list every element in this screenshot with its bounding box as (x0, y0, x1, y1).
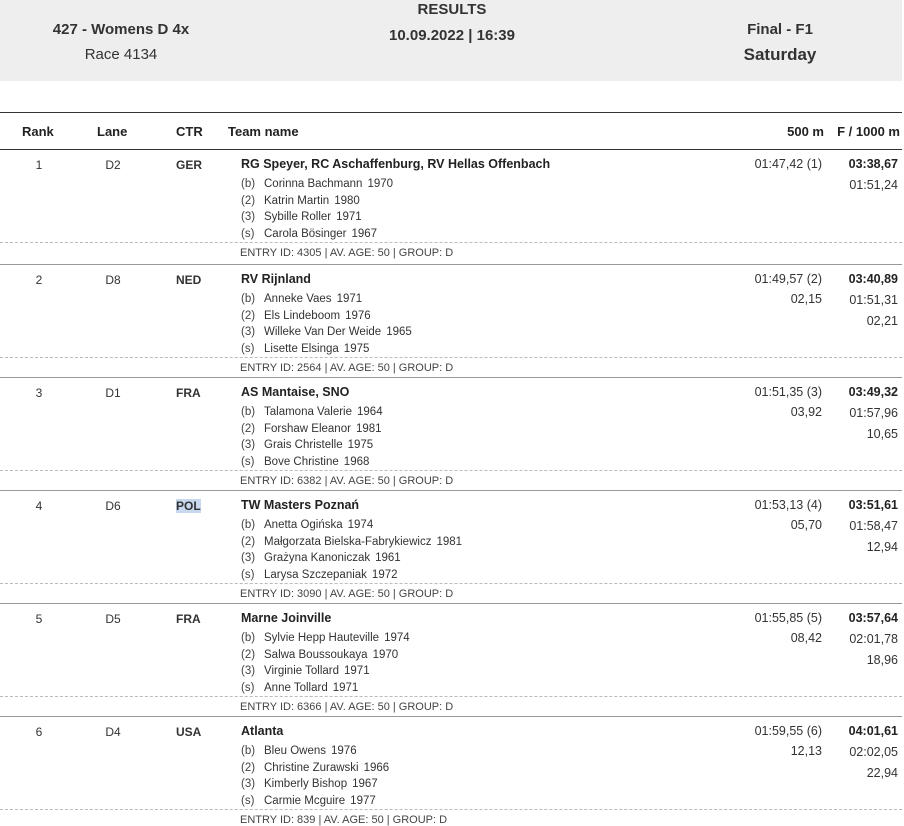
crew-birth-year: 1964 (357, 406, 383, 418)
crew-birth-year: 1970 (372, 648, 399, 661)
crew-birth-year: 1981 (436, 535, 463, 548)
crew-birth-year: 1966 (363, 761, 390, 774)
page-title: RESULTS (417, 1, 487, 18)
crew-name: Katrin Martin (264, 194, 330, 207)
column-header-final: F / 1000 m (837, 124, 900, 139)
crew-seat: (2) (241, 761, 256, 774)
race-day: Saturday (743, 45, 817, 64)
crew-birth-year: 1971 (344, 665, 370, 677)
crew-name: Willeke Van Der Weide (264, 326, 382, 338)
crew-name: Larysa Szczepaniak (264, 568, 367, 581)
crew-name: Salwa Boussoukaya (264, 648, 368, 661)
event-title: 427 - Womens D 4x (52, 21, 190, 38)
crew-seat: (2) (241, 309, 256, 322)
rank-cell: 1 (35, 158, 43, 172)
final-time: 04:01,61 (848, 724, 898, 738)
team-name: RV Rijnland (241, 272, 311, 286)
entry-divider (0, 470, 902, 471)
lane-cell: D2 (105, 158, 121, 172)
crew-member (241, 421, 383, 438)
split-500m: 01:51,35 (3) (754, 385, 822, 399)
crew-name: Virginie Tollard (264, 665, 340, 677)
crew-seat: (3) (241, 778, 256, 790)
crew-member (241, 743, 389, 760)
results-table (0, 150, 902, 826)
entry-divider (0, 583, 902, 584)
result-row (0, 491, 902, 604)
crew-name: Małgorzata Bielska-Fabrykiewicz (264, 535, 432, 548)
crew-birth-year: 1972 (371, 568, 398, 581)
lane-cell: D5 (105, 612, 121, 626)
crew-birth-year: 1967 (351, 227, 378, 240)
crew-birth-year: 1975 (347, 439, 374, 451)
split-500m: 01:55,85 (5) (754, 611, 822, 625)
final-split: 01:57,96 (849, 406, 898, 420)
entry-info: ENTRY ID: 2564 | AV. AGE: 50 | GROUP: D (240, 362, 454, 374)
crew-seat: (s) (241, 794, 255, 807)
crew-birth-year: 1971 (336, 293, 363, 305)
split-500m-diff: 08,42 (790, 631, 822, 645)
crew-seat: (3) (241, 665, 256, 677)
race-number: Race 4134 (84, 46, 158, 63)
result-row (0, 604, 902, 717)
crew-birth-year: 1971 (332, 681, 359, 694)
crew-list (241, 743, 389, 809)
results-header (0, 0, 902, 81)
crew-seat: (b) (241, 632, 256, 644)
crew-birth-year: 1976 (345, 309, 371, 322)
crew-member (241, 517, 462, 534)
country-cell: NED (176, 273, 202, 287)
crew-list (241, 404, 383, 470)
crew-seat: (s) (241, 455, 255, 468)
crew-member (241, 324, 412, 341)
entry-info: ENTRY ID: 6382 | AV. AGE: 50 | GROUP: D (240, 475, 454, 487)
crew-name: Forshaw Eleanor (264, 422, 351, 435)
crew-member (241, 663, 410, 680)
final-split: 01:51,31 (849, 293, 898, 307)
crew-name: Anneke Vaes (264, 293, 332, 305)
country-cell: FRA (176, 386, 201, 400)
column-header-ctr: CTR (176, 124, 203, 139)
split-500m-diff: 05,70 (790, 518, 822, 532)
final-split: 02:02,05 (849, 745, 898, 759)
crew-name: Anetta Ogińska (264, 519, 343, 531)
result-row (0, 265, 902, 378)
crew-member (241, 550, 462, 567)
crew-birth-year: 1974 (347, 519, 374, 531)
crew-name: Sylvie Hepp Hauteville (264, 632, 380, 644)
crew-name: Els Lindeboom (264, 309, 341, 322)
country-cell: GER (176, 158, 203, 172)
crew-seat: (s) (241, 568, 255, 581)
final-diff: 12,94 (866, 540, 898, 554)
column-header-500m: 500 m (787, 124, 824, 139)
crew-seat: (2) (241, 194, 256, 207)
crew-birth-year: 1981 (355, 422, 382, 435)
column-header-lane: Lane (97, 124, 128, 139)
split-500m-diff: 12,13 (790, 744, 822, 758)
lane-cell: D6 (105, 499, 121, 513)
crew-birth-year: 1967 (352, 778, 378, 790)
crew-seat: (2) (241, 535, 256, 548)
crew-seat: (s) (241, 342, 255, 355)
crew-member (241, 567, 462, 584)
split-500m-diff: 02,15 (790, 292, 822, 306)
crew-seat: (3) (241, 439, 256, 451)
final-split: 01:58,47 (849, 519, 898, 533)
crew-birth-year: 1975 (343, 342, 370, 355)
crew-member (241, 341, 412, 358)
team-name: AS Mantaise, SNO (241, 385, 350, 399)
entry-divider (0, 242, 902, 243)
rank-cell: 6 (35, 725, 43, 739)
final-time: 03:51,61 (848, 498, 898, 512)
crew-seat: (b) (241, 406, 256, 418)
column-header-team: Team name (228, 124, 299, 139)
race-datetime: 10.09.2022 | 16:39 (389, 27, 515, 44)
split-500m: 01:49,57 (2) (754, 272, 822, 286)
entry-info: ENTRY ID: 839 | AV. AGE: 50 | GROUP: D (240, 814, 448, 826)
crew-seat: (3) (241, 326, 256, 338)
entry-divider (0, 809, 902, 810)
column-header-rank: Rank (22, 124, 54, 139)
country-cell: POL (176, 499, 201, 513)
final-diff: 18,96 (866, 653, 898, 667)
crew-member (241, 680, 410, 697)
crew-seat: (b) (241, 519, 256, 531)
crew-seat: (s) (241, 681, 255, 694)
crew-member (241, 437, 383, 454)
final-split: 01:51,24 (849, 178, 898, 192)
crew-member (241, 776, 389, 793)
final-time: 03:49,32 (848, 385, 898, 399)
team-name: TW Masters Poznań (241, 498, 360, 512)
country-cell: USA (176, 725, 202, 739)
crew-member (241, 647, 410, 664)
crew-seat: (s) (241, 227, 255, 240)
final-diff: 22,94 (866, 766, 898, 780)
crew-birth-year: 1965 (386, 326, 412, 338)
crew-name: Grażyna Kanoniczak (264, 552, 371, 564)
crew-birth-year: 1976 (331, 745, 357, 757)
crew-member (241, 793, 389, 810)
final-time: 03:57,64 (848, 611, 898, 625)
crew-name: Talamona Valerie (264, 406, 353, 418)
team-name: RG Speyer, RC Aschaffenburg, RV Hellas Offenbach (241, 157, 551, 171)
crew-birth-year: 1961 (375, 552, 401, 564)
race-phase: Final - F1 (747, 21, 813, 38)
result-row (0, 717, 902, 826)
team-name: Marne Joinville (241, 611, 332, 625)
crew-member (241, 193, 393, 210)
entry-info: ENTRY ID: 4305 | AV. AGE: 50 | GROUP: D (240, 247, 454, 259)
entry-info: ENTRY ID: 3090 | AV. AGE: 50 | GROUP: D (240, 588, 454, 600)
final-time: 03:38,67 (848, 157, 898, 171)
crew-name: Christine Zurawski (264, 761, 359, 774)
rank-cell: 5 (35, 612, 43, 626)
lane-cell: D1 (105, 386, 121, 400)
result-row (0, 150, 902, 265)
rank-cell: 2 (35, 273, 43, 287)
crew-name: Sybille Roller (264, 211, 332, 223)
crew-list (241, 517, 462, 583)
split-500m-diff: 03,92 (790, 405, 822, 419)
crew-member (241, 454, 383, 471)
final-time: 03:40,89 (848, 272, 898, 286)
crew-member (241, 404, 383, 421)
final-diff: 10,65 (866, 427, 898, 441)
crew-name: Lisette Elsinga (264, 342, 339, 355)
entry-divider (0, 696, 902, 697)
country-cell: FRA (176, 612, 201, 626)
table-top-rule (0, 112, 902, 113)
lane-cell: D8 (105, 273, 121, 287)
crew-name: Grais Christelle (264, 439, 343, 451)
crew-member (241, 308, 412, 325)
crew-seat: (2) (241, 648, 256, 661)
crew-name: Carmie Mcguire (264, 794, 346, 807)
split-500m: 01:53,13 (4) (754, 498, 822, 512)
crew-birth-year: 1971 (336, 211, 362, 223)
crew-name: Carola Bösinger (264, 227, 347, 240)
crew-member (241, 209, 393, 226)
crew-seat: (3) (241, 552, 256, 564)
crew-seat: (b) (241, 178, 256, 190)
crew-birth-year: 1970 (367, 178, 394, 190)
crew-member (241, 630, 410, 647)
crew-name: Corinna Bachmann (264, 178, 363, 190)
crew-seat: (b) (241, 293, 256, 305)
final-split: 02:01,78 (849, 632, 898, 646)
crew-member (241, 534, 462, 551)
entry-info: ENTRY ID: 6366 | AV. AGE: 50 | GROUP: D (240, 701, 454, 713)
rank-cell: 4 (35, 499, 43, 513)
lane-cell: D4 (105, 725, 121, 739)
crew-member (241, 291, 412, 308)
crew-birth-year: 1977 (350, 794, 376, 807)
crew-seat: (3) (241, 211, 256, 223)
entry-divider (0, 357, 902, 358)
crew-seat: (2) (241, 422, 256, 435)
split-500m: 01:47,42 (1) (754, 157, 822, 171)
crew-name: Anne Tollard (264, 681, 328, 694)
crew-member (241, 226, 393, 243)
final-diff: 02,21 (866, 314, 898, 328)
crew-name: Bleu Owens (264, 745, 327, 757)
crew-member (241, 760, 389, 777)
crew-name: Kimberly Bishop (264, 778, 348, 790)
crew-list (241, 291, 412, 357)
crew-seat: (b) (241, 745, 256, 757)
crew-birth-year: 1974 (384, 632, 410, 644)
crew-birth-year: 1968 (343, 455, 370, 468)
crew-list (241, 176, 393, 242)
rank-cell: 3 (35, 386, 43, 400)
crew-birth-year: 1980 (334, 194, 360, 207)
split-500m: 01:59,55 (6) (754, 724, 822, 738)
result-row (0, 378, 902, 491)
team-name: Atlanta (241, 724, 284, 738)
crew-list (241, 630, 410, 696)
crew-name: Bove Christine (264, 455, 339, 468)
crew-member (241, 176, 393, 193)
